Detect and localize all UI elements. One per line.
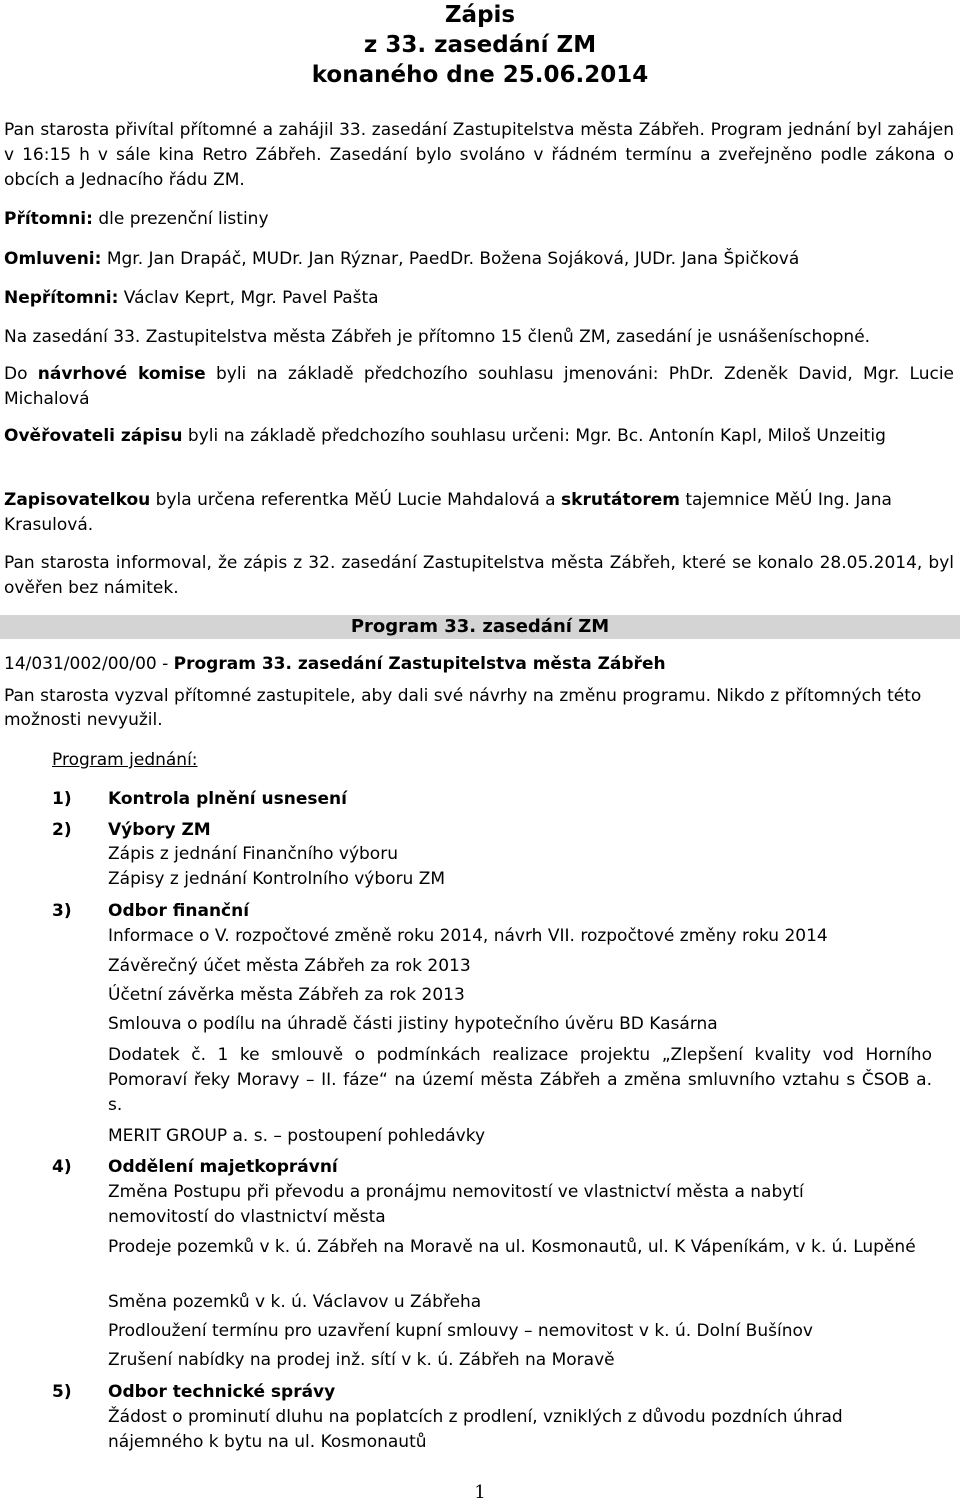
item-title: Odbor finanční [108,901,250,921]
quorum-paragraph: Na zasedání 33. Zastupitelstva města Zábřeh je přítomno 15 členů ZM, zasedání je usnášeníschopné. [4,327,871,347]
commission-post: byli na základě předchozího souhlasu jmenováni: PhDr. Zdeněk David, Mgr. Lucie Michalová [4,364,955,409]
present-label: Přítomni: [4,209,93,229]
verifiers-post: byli na základě předchozího souhlasu určeni: Mgr. Bc. Antonín Kapl, Miloš Unzeitig [187,426,886,446]
title: Zápis [444,2,516,28]
sub-item: Závěrečný účet města Zábřeh za rok 2013 [108,956,471,976]
recorder-post: tajemnice MěÚ Ing. Jana Krasulová. [4,490,892,535]
commission-pre: Do [4,364,28,384]
resolution-code: 14/031/002/00/00 - [4,654,169,674]
program-item-1 [52,786,952,812]
item-number: 5) [52,1382,72,1402]
commission-paragraph [4,362,954,412]
recorder-mid: byla určena referentka MěÚ Lucie Mahdalová a [155,490,556,510]
program-item-4 [52,1154,952,1180]
meeting-date: konaného dne 25.06.2014 [311,62,649,88]
intro-paragraph: Pan starosta přivítal přítomné a zahájil 33. zasedání Zastupitelstva města Zábřeh. Program jednání byl zahájen v 16:15 h v sále kina Retro Zábřeh. Zasedání bylo svoláno v řádném termínu a zveřejněno podle zákona o obcích a Jednacího řádu ZM. [4,120,954,190]
absent-line [4,286,954,311]
sub-item: Změna Postupu při převodu a pronájmu nemovitostí ve vlastnictví města a nabytí nemovitostí do vlastnictví města [108,1182,804,1227]
sub-item: Prodeje pozemků v k. ú. Zábřeh na Moravě na ul. Kosmonautů, ul. K Vápeníkám, v k. ú. Lupěné [108,1237,916,1257]
subtitle: z 33. zasedání ZM [363,32,597,58]
resolution-text: Pan starosta vyzval přítomné zastupitele, aby dali své návrhy na změnu programu. Nikdo z přítomných této možnosti nevyužil. [4,686,922,730]
program-heading: Program jednání: [52,750,198,770]
sub-item: Informace o V. rozpočtové změně roku 2014, návrh VII. rozpočtové změny roku 2014 [108,926,828,946]
resolution-title: Program 33. zasedání Zastupitelstva města Zábřeh [173,654,666,674]
excused-label: Omluveni: [4,249,102,269]
program-item-3 [52,898,952,924]
sub-item: Směna pozemků v k. ú. Václavov u Zábřeha [108,1292,482,1312]
verifiers-bold: Ověřovateli zápisu [4,426,183,446]
item-title: Kontrola plnění usnesení [108,789,347,809]
previous-minutes-paragraph: Pan starosta informoval, že zápis z 32. zasedání Zastupitelstva města Zábřeh, které se konalo 28.05.2014, byl ověřen bez námitek. [4,553,954,598]
item-number: 2) [52,820,72,840]
program-item-2 [52,817,952,843]
program-item-5 [52,1379,952,1405]
item-number: 1) [52,789,72,809]
section-title: Program 33. zasedání ZM [0,615,960,639]
recorder-bold2: skrutátorem [561,490,680,510]
absent-label: Nepřítomni: [4,288,119,308]
sub-item: Smlouva o podílu na úhradě části jistiny hypotečního úvěru BD Kasárna [108,1014,718,1034]
absent-value: Václav Keprt, Mgr. Pavel Pašta [123,288,379,308]
present-value: dle prezenční listiny [98,209,269,229]
document-header [0,0,960,90]
present-line [4,207,954,232]
sub-item: Zápisy z jednání Kontrolního výboru ZM [108,869,446,889]
item-number: 3) [52,901,72,921]
resolution-heading [4,652,954,676]
sub-item: Zrušení nabídky na prodej inž. sítí v k. ú. Zábřeh na Moravě [108,1350,615,1370]
recorder-paragraph [4,488,954,538]
sub-item: Prodloužení termínu pro uzavření kupní smlouvy – nemovitost v k. ú. Dolní Bušínov [108,1321,813,1341]
verifiers-paragraph [4,424,954,449]
item-number: 4) [52,1157,72,1177]
item-title: Odbor technické správy [108,1382,336,1402]
page-number: 1 [474,1482,486,1503]
sub-item: Žádost o prominutí dluhu na poplatcích z prodlení, vzniklých z důvodu pozdních úhrad nájemného k bytu na ul. Kosmonautů [108,1407,843,1452]
sub-item: MERIT GROUP a. s. – postoupení pohledávky [108,1126,486,1146]
sub-item: Dodatek č. 1 ke smlouvě o podmínkách realizace projektu „Zlepšení kvality vod Horního Pomoraví řeky Moravy – II. fáze“ na území města Zábřeh a změna smluvního vztahu s ČSOB a. s. [108,1045,932,1115]
sub-item: Účetní závěrka města Zábřeh za rok 2013 [108,985,465,1005]
excused-value: Mgr. Jan Drapáč, MUDr. Jan Rýznar, PaedDr. Božena Sojáková, JUDr. Jana Špičková [106,249,800,269]
sub-item: Zápis z jednání Finančního výboru [108,844,398,864]
item-title: Výbory ZM [108,820,211,840]
recorder-bold1: Zapisovatelkou [4,490,151,510]
commission-bold: návrhové komise [37,364,206,384]
excused-line [4,247,954,272]
item-title: Oddělení majetkoprávní [108,1157,338,1177]
